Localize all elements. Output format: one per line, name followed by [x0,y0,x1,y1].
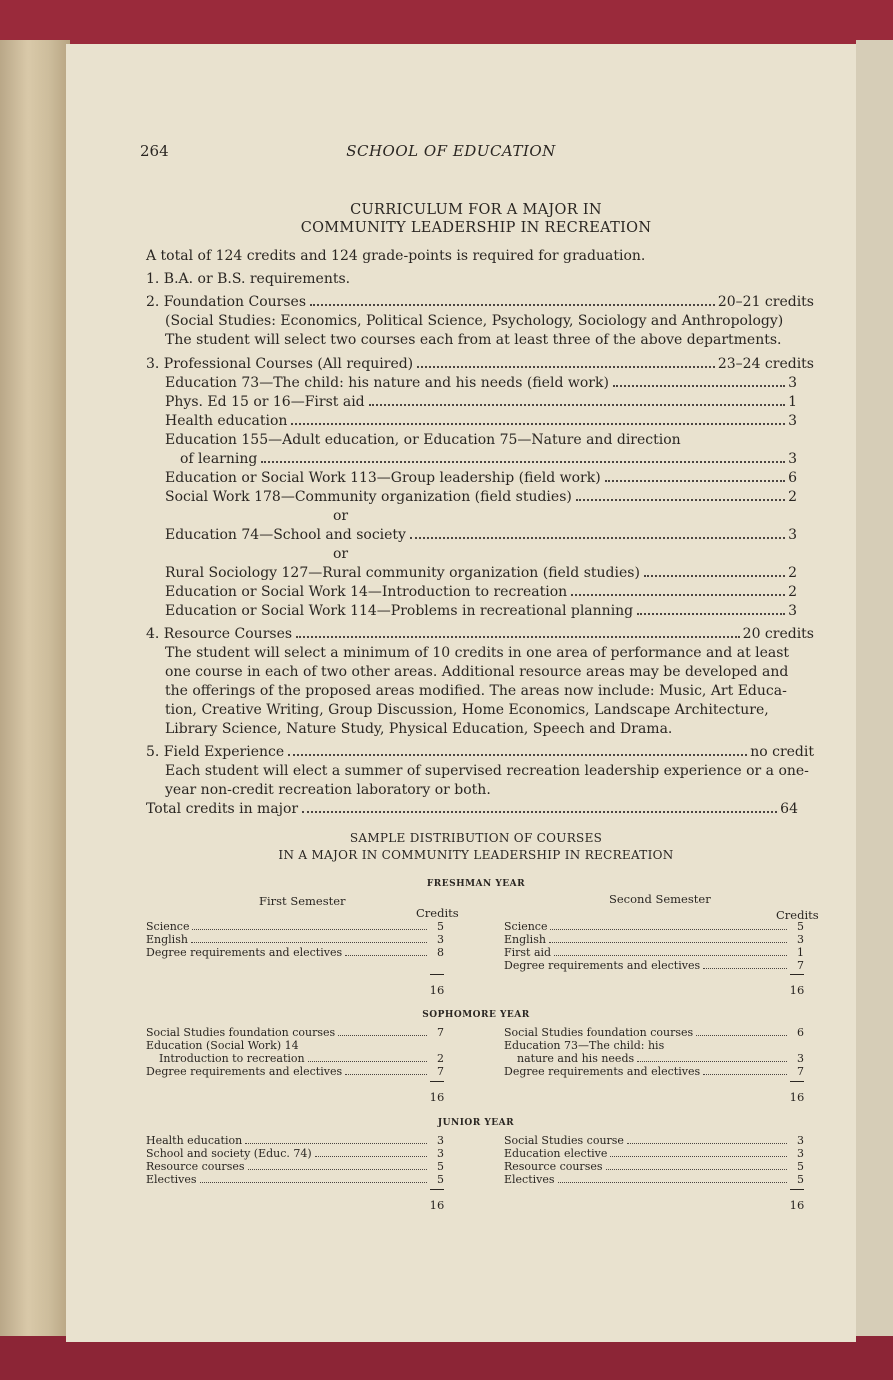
course-label: Rural Sociology 127—Rural community organization (field studies) [165,565,640,581]
course-credits: 3 [797,1134,804,1147]
item-credits: 20 credits [742,626,814,642]
course-label: Health education [165,413,288,429]
schedule-row [146,1173,444,1186]
leader-dots [549,942,787,943]
course-label: Education or Social Work 113—Group leadership (field work) [165,470,601,486]
course-row [165,526,797,544]
course-credits: 3 [788,375,797,391]
leader-dots [369,404,785,406]
item-4-line: one course in each of two other areas. Additional resource areas may be developed and [165,664,789,680]
item-label: 2. Foundation Courses [146,294,307,310]
item-credits: 23–24 credits [717,356,814,372]
course-credits: 6 [797,1026,804,1039]
leader-dots [302,811,777,813]
course-label: Education 74—School and society [165,527,406,543]
schedule-row [504,1160,804,1173]
leader-dots [550,929,787,930]
year-title: JUNIOR YEAR [437,1118,515,1128]
course-credits: 1 [788,394,797,410]
or-separator: or [333,508,349,524]
schedule-row [504,1134,804,1147]
course-row [165,564,797,582]
item-2-line: (Social Studies: Economics, Political Science, Psychology, Sociology and Anthropology) [165,313,784,329]
leader-dots [288,754,747,756]
year-title: FRESHMAN YEAR [426,879,526,889]
leader-dots [245,1143,427,1144]
schedule-row [517,1052,804,1065]
course-label: Electives [146,1173,197,1186]
schedule-row [146,1026,444,1039]
schedule-row [504,959,804,972]
leader-dots [248,1169,428,1170]
sum-rule [790,1081,804,1082]
item-2-line: The student will select two courses each from at least three of the above departments. [165,332,782,348]
leader-dots [338,1035,427,1036]
page-title-line-2: COMMUNITY LEADERSHIP IN RECREATION [300,220,652,236]
sum-rule [430,1081,444,1082]
page-title-line-1: CURRICULUM FOR A MAJOR IN [350,202,602,218]
schedule-row [504,1065,804,1078]
course-label: Education 155—Adult education, or Education 75—Nature and direction [165,432,681,448]
course-row [165,412,797,430]
sample-title-line-1: SAMPLE DISTRIBUTION OF COURSES [349,831,603,845]
book-cover-top [0,0,893,50]
course-credits: 2 [788,489,797,505]
course-label: Science [504,920,548,933]
sum-rule [430,974,444,975]
item-4-line: the offerings of the proposed areas modified. The areas now include: Music, Art Educa- [165,683,787,699]
schedule-row [159,1052,444,1065]
course-label: Social Studies course [504,1134,624,1147]
leader-dots [637,613,785,615]
leader-dots [610,1156,787,1157]
item-5-field-experience [146,743,814,761]
schedule-row [504,933,804,946]
course-credits: 7 [797,1065,804,1078]
course-credits: 3 [797,933,804,946]
item-5-line: year non-credit recreation laboratory or both. [165,782,491,798]
course-credits: 3 [788,527,797,543]
item-1: 1. B.A. or B.S. requirements. [146,271,351,287]
course-credits: 1 [797,946,804,959]
leader-dots [605,480,785,482]
leader-dots [261,461,785,463]
credits-heading-right: Credits [776,908,819,922]
sample-title-line-2: IN A MAJOR IN COMMUNITY LEADERSHIP IN RECREATION [278,848,674,862]
course-credits: 3 [797,1147,804,1160]
book-cover-bottom [0,1336,893,1380]
leader-dots [613,385,785,387]
leader-dots [310,304,715,306]
item-label: 4. Resource Courses [146,626,293,642]
schedule-row [146,920,444,933]
schedule-row [146,946,444,959]
course-label: Social Studies foundation courses [504,1026,694,1039]
leader-dots [644,575,785,577]
second-semester-heading: Second Semester [609,892,711,906]
sum-rule [790,1189,804,1190]
page-number: 264 [140,142,169,160]
schedule-row [504,1026,804,1039]
semester-total: 16 [429,1198,445,1212]
schedule-row [504,920,804,933]
schedule-row [504,946,804,959]
item-4-resource [146,625,814,643]
leader-dots [315,1156,427,1157]
course-credits: 3 [437,1147,444,1160]
schedule-row [146,1134,444,1147]
course-credits: 5 [437,920,444,933]
course-label: nature and his needs [517,1052,635,1065]
year-title: SOPHOMORE YEAR [422,1010,530,1020]
semester-total: 16 [429,983,445,997]
course-label: Electives [504,1173,555,1186]
course-label: Science [146,920,190,933]
course-credits: 3 [788,451,797,467]
leader-dots [291,423,785,425]
semester-total: 16 [789,1198,805,1212]
leader-dots [554,955,787,956]
leader-dots [200,1182,427,1183]
item-5-line: Each student will elect a summer of supervised recreation leadership experience or a one- [165,763,809,779]
course-credits: 3 [437,1134,444,1147]
course-credits: 3 [797,1052,804,1065]
course-label: Education elective [504,1147,608,1160]
course-label: Resource courses [504,1160,603,1173]
course-row [165,488,797,506]
page-header [66,142,856,162]
course-label: Education or Social Work 14—Introduction to recreation [165,584,568,600]
leader-dots [410,537,785,539]
leader-dots [571,594,785,596]
course-label: Degree requirements and electives [504,959,701,972]
course-label: Education 73—The child: his nature and his needs (field work) [165,375,609,391]
course-label: Phys. Ed 15 or 16—First aid [165,394,365,410]
course-row [165,469,797,487]
leader-dots [192,929,427,930]
semester-total: 16 [429,1090,445,1104]
course-credits: 5 [437,1160,444,1173]
item-4-line: The student will select a minimum of 10 credits in one area of performance and at least [165,645,790,661]
course-label: First aid [504,946,552,959]
course-label: Degree requirements and electives [504,1065,701,1078]
course-credits: 5 [797,920,804,933]
intro-text: A total of 124 credits and 124 grade-points is required for graduation. [146,248,646,264]
leader-dots [627,1143,787,1144]
course-row [180,450,797,468]
leader-dots [637,1061,787,1062]
course-label: English [504,933,546,946]
schedule-row [146,1160,444,1173]
adjacent-page-edge [856,40,893,1350]
course-row [165,583,797,601]
schedule-row [146,933,444,946]
course-row [165,602,797,620]
leader-dots [703,1074,787,1075]
course-label: Education (Social Work) 14 [146,1039,299,1052]
leader-dots [345,1074,427,1075]
course-credits: 3 [788,413,797,429]
book-page [66,44,856,1342]
course-label: Education 73—The child: his [504,1039,665,1052]
item-label: 5. Field Experience [146,744,285,760]
course-label: Resource courses [146,1160,245,1173]
item-label: 3. Professional Courses (All required) [146,356,414,372]
item-credits: no credit [750,744,814,760]
course-label: Education or Social Work 114—Problems in recreational planning [165,603,634,619]
item-2-foundation [146,293,814,311]
course-label: Degree requirements and electives [146,1065,343,1078]
course-label: Health education [146,1134,243,1147]
leader-dots [308,1061,427,1062]
item-4-line: tion, Creative Writing, Group Discussion, Home Economics, Landscape Architecture, [165,702,769,718]
course-label: Social Work 178—Community organization (field studies) [165,489,572,505]
leader-dots [703,968,787,969]
first-semester-heading: First Semester [259,894,346,908]
total-label: Total credits in major [146,801,299,817]
course-label: Social Studies foundation courses [146,1026,336,1039]
course-credits: 7 [437,1026,444,1039]
item-3-professional [146,355,814,373]
course-credits: 7 [797,959,804,972]
schedule-row [146,1147,444,1160]
schedule-row [504,1173,804,1186]
course-credits: 2 [788,565,797,581]
course-row [165,393,797,411]
course-credits: 5 [797,1173,804,1186]
semester-total: 16 [789,1090,805,1104]
page-stack-edge [0,40,70,1350]
leader-dots [417,366,715,368]
course-credits: 5 [797,1160,804,1173]
total-value: 64 [780,801,798,817]
schedule-row [146,1065,444,1078]
course-credits: 8 [437,946,444,959]
course-row [165,374,797,392]
leader-dots [606,1169,788,1170]
credits-heading-left: Credits [416,906,459,920]
course-credits: 7 [437,1065,444,1078]
leader-dots [576,499,785,501]
course-label: of learning [180,451,258,467]
leader-dots [696,1035,787,1036]
leader-dots [191,942,427,943]
running-head: SCHOOL OF EDUCATION [346,142,556,160]
leader-dots [558,1182,787,1183]
course-label: School and society (Educ. 74) [146,1147,312,1160]
course-credits: 6 [788,470,797,486]
item-4-line: Library Science, Nature Study, Physical Education, Speech and Drama. [165,721,673,737]
course-credits: 2 [437,1052,444,1065]
course-label: Introduction to recreation [159,1052,305,1065]
course-label: Degree requirements and electives [146,946,343,959]
course-credits: 3 [788,603,797,619]
semester-total: 16 [789,983,805,997]
schedule-row [504,1147,804,1160]
sum-rule [430,1189,444,1190]
leader-dots [345,955,427,956]
total-credits [146,800,798,818]
course-credits: 3 [437,933,444,946]
leader-dots [296,636,740,638]
sum-rule [790,974,804,975]
course-label: English [146,933,188,946]
item-credits: 20–21 credits [717,294,814,310]
or-separator: or [333,546,349,562]
course-credits: 5 [437,1173,444,1186]
course-credits: 2 [788,584,797,600]
